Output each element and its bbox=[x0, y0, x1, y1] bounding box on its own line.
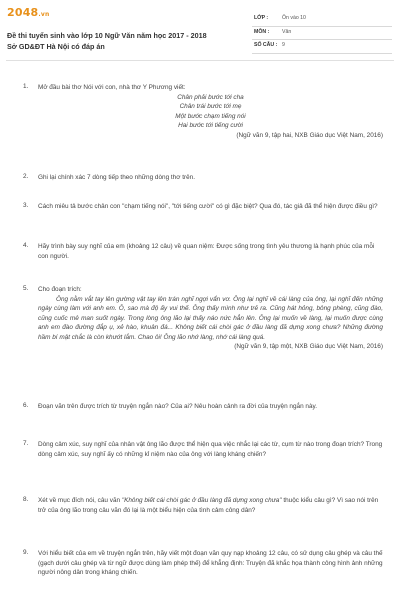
excerpt-passage: Ông nằm vắt tay lên gường vật tay lên trán nghĩ ngợi vẩn vơ. Ông lại nghĩ về cái làng của ông, lại nghĩ đến những ngày cùng làm với anh em. Ô, sao mà độ ấy vui thế. Ông thấy mình như trẻ ra. Cũng hát hỏng, bông phèng, cũng đào, cũng cuốc mê man suốt ngày. Trong lòng ông lão lại thấy náo nức hẳn lên. Ông lại muốn về làng, lại muốn được cùng anh em đào đường đắp ụ, xẻ hào, khuân đá... Không biết cái chòi gác ở đầu làng đã dựng xong chưa? Những đường hầm bí mật chắc là còn khướt lắm. Chao ôi! Ông lão nhớ làng, nhớ cái làng quá. bbox=[38, 295, 383, 341]
question-body bbox=[38, 83, 383, 140]
question-number: 3. bbox=[23, 202, 29, 209]
question-number: 8. bbox=[23, 496, 29, 503]
question-text: Với hiểu biết của em về truyện ngắn trên, hãy viết một đoạn văn quy nạp khoảng 12 câu, có sử dụng câu ghép và câu thế (gạch dưới câu ghép và từ ngữ được dùng làm phép thế) để khẳng định: Truyện đã khắc họa thành công hình ảnh những người nông dân trong kháng chiến. bbox=[38, 550, 383, 576]
site-logo[interactable] bbox=[7, 6, 49, 19]
question-number: 1. bbox=[23, 83, 29, 90]
meta-value: Văn bbox=[282, 28, 292, 35]
question-text-part: Xét về mục đích nói, câu văn bbox=[38, 497, 122, 504]
document-meta bbox=[252, 13, 392, 54]
source-citation: (Ngữ văn 9, tập hai, NXB Giáo dục Việt Nam, 2016) bbox=[236, 131, 383, 139]
meta-label: MÔN : bbox=[254, 28, 270, 35]
header-divider bbox=[6, 60, 394, 61]
question-intro: Cho đoạn trích: bbox=[38, 286, 82, 293]
question-number: 2. bbox=[23, 173, 29, 180]
question-text: Cách miêu tả bước chân con "chạm tiếng nói", "tới tiếng cười" có gì đặc biệt? Qua đó, tác giả đã thể hiện được điều gì? bbox=[38, 203, 378, 210]
question-text: Dòng cảm xúc, suy nghĩ của nhân vật ông lão được thể hiện qua việc nhắc lại các từ, cụm từ nào trong đoạn trích? Trong dòng cảm xúc, suy nghĩ ấy có những kỉ niệm nào của ông với làng kháng chiến? bbox=[38, 441, 383, 458]
question-text: Đoạn văn trên được trích từ truyện ngắn nào? Của ai? Nêu hoàn cảnh ra đời của truyện ngắn này. bbox=[38, 403, 318, 410]
logo-suffix: .vn bbox=[38, 11, 50, 18]
meta-label: LỚP : bbox=[254, 15, 269, 21]
meta-row-count bbox=[252, 40, 392, 54]
question-number: 6. bbox=[23, 402, 29, 409]
meta-value: 9 bbox=[282, 42, 285, 48]
question-number: 9. bbox=[23, 549, 29, 556]
poem-line: Chân trái bước tới mẹ bbox=[179, 103, 242, 110]
poem-line: Hai bước tới tiếng cười bbox=[178, 122, 243, 129]
title-line-1: Đề thi tuyển sinh vào lớp 10 Ngữ Văn năm học 2017 - 2018 bbox=[7, 31, 207, 40]
question-number: 7. bbox=[23, 440, 29, 447]
meta-row-class bbox=[252, 13, 392, 27]
title-line-2: Sở GD&ĐT Hà Nội có đáp án bbox=[7, 41, 105, 51]
quoted-sentence: "Không biết cái chòi gác ở đầu làng đã dựng xong chưa" bbox=[121, 497, 282, 504]
meta-row-subject bbox=[252, 27, 392, 41]
question-intro: Mở đầu bài thơ Nói với con, nhà thơ Y Phương viết: bbox=[38, 84, 186, 91]
poem-line: Một bước chạm tiếng nói bbox=[175, 112, 246, 120]
question-text bbox=[38, 496, 383, 515]
question-text-part: thuộc kiểu câu gì? Vì sao nói trên trở của ông lão trong câu văn đó lại là một biểu hiện của tình cảm công dân? bbox=[38, 497, 379, 514]
question-number: 5. bbox=[23, 285, 29, 292]
question-text: Ghi lại chính xác 7 dòng tiếp theo những dòng thơ trên. bbox=[38, 174, 195, 181]
source-citation: (Ngữ văn 9, tập một, NXB Giáo dục Việt Nam, 2016) bbox=[234, 343, 383, 350]
question-text: Hãy trình bày suy nghĩ của em (khoảng 12 câu) về quan niệm: Được sống trong tình yêu thương là hạnh phúc của mỗi con người. bbox=[38, 243, 375, 260]
document-header bbox=[0, 0, 400, 64]
meta-value: Ôn vào 10 bbox=[282, 15, 306, 21]
logo-main: 2048 bbox=[7, 6, 39, 19]
meta-label: SỐ CÂU : bbox=[254, 42, 278, 48]
question-body bbox=[38, 285, 383, 352]
document-title bbox=[7, 31, 252, 52]
poem-line: Chân phải bước tới cha bbox=[177, 93, 244, 101]
question-number: 4. bbox=[23, 242, 29, 249]
